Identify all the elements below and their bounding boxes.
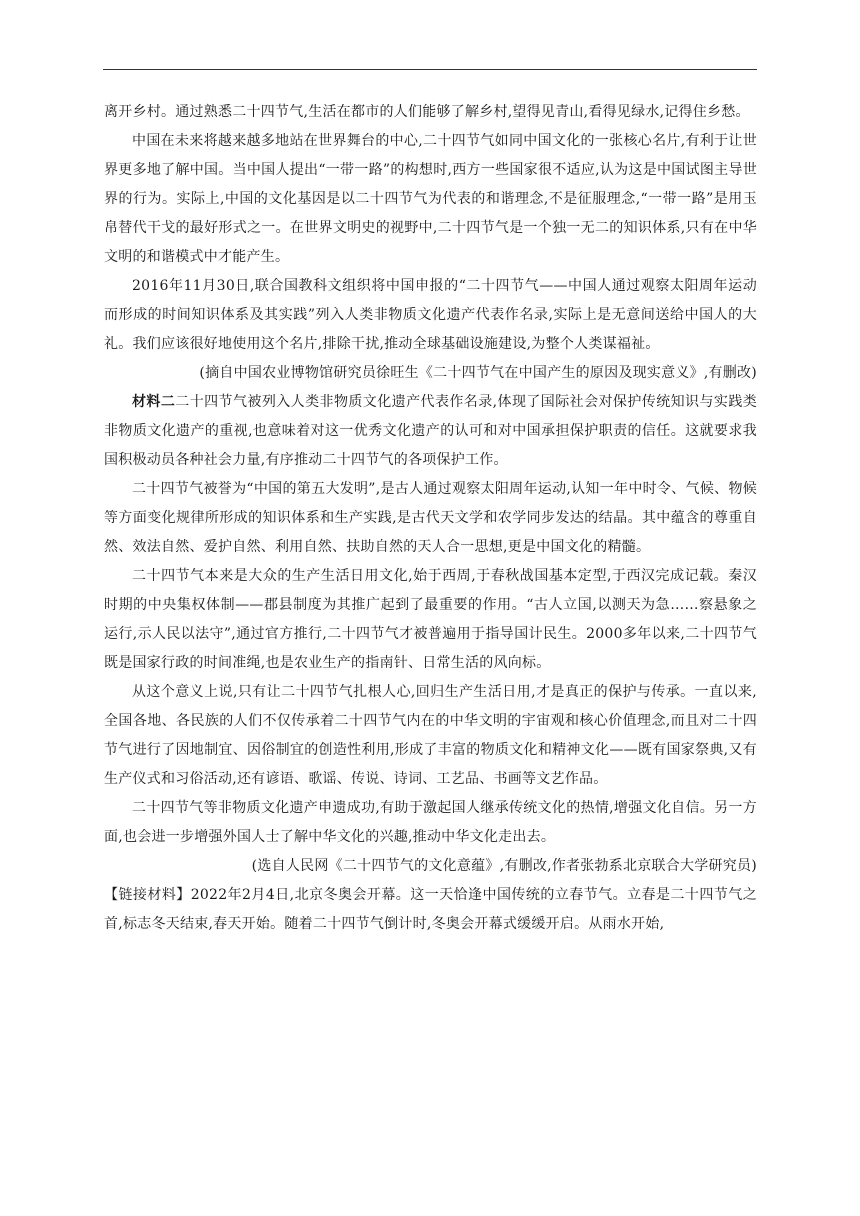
- material-two-intro: [104, 388, 757, 475]
- paragraph-world-stage: 中国在未来将越来越多地站在世界舞台的中心,二十四节气如同中国文化的一张核心名片,有利于让世界更多地了解中国。当中国人提出“一带一路”的构想时,西方一些国家很不适应,认为这是中国试图主导世界的行为。实际上,中国的文化基因是以二十四节气为代表的和谐理念,不是征服理念,“一带一路”是用玉帛替代干戈的最好形式之一。在世界文明史的视野中,二十四节气是一个独一无二的知识体系,只有在中华文明的和谐模式中才能产生。: [104, 133, 757, 265]
- paragraph-continuation: 离开乡村。通过熟悉二十四节气,生活在都市的人们能够了解乡村,望得见青山,看得见绿水,记得住乡愁。: [104, 104, 750, 120]
- material-two-label: 材料二: [132, 394, 176, 410]
- paragraph-history: 二十四节气本来是大众的生产生活日用文化,始于西周,于春秋战国基本定型,于西汉完成记载。秦汉时期的中央集权体制——郡县制度为其推广起到了最重要的作用。“古人立国,以测天为急……察悬象之运行,示人民以法守”,通过官方推行,二十四节气才被普遍用于指导国计民生。2000多年以来,二十四节气既是国家行政的时间准绳,也是农业生产的指南针、日常生活的风向标。: [104, 568, 757, 671]
- material-two-text: 二十四节气被列入人类非物质文化遗产代表作名录,体现了国际社会对保护传统知识与实践类非物质文化遗产的重视,也意味着对这一优秀文化遗产的认可和对中国承担保护职责的信任。这就要求我国积极动员各种社会力量,有序推动二十四节气的各项保护工作。: [104, 394, 757, 468]
- source-citation-2: (选自人民网《二十四节气的文化意蕴》,有删改,作者张勃系北京联合大学研究员): [251, 858, 757, 874]
- source-citation-1: (摘自中国农业博物馆研究员徐旺生《二十四节气在中国产生的原因及现实意义》,有删改): [199, 365, 757, 381]
- article-body: [104, 98, 757, 939]
- header-rule: [103, 69, 757, 70]
- paragraph-fifth-invention: 二十四节气被誉为“中国的第五大发明”,是古人通过观察太阳周年运动,认知一年中时令、气候、物候等方面变化规律所形成的知识体系和生产实践,是古代天文学和农学同步发达的结晶。其中蕴含的尊重自然、效法自然、爱护自然、利用自然、扶助自然的天人合一思想,更是中国文化的精髓。: [104, 481, 757, 555]
- paragraph-inheritance: 从这个意义上说,只有让二十四节气扎根人心,回归生产生活日用,才是真正的保护与传承。一直以来,全国各地、各民族的人们不仅传承着二十四节气内在的中华文明的宇宙观和核心价值理念,而且对二十四节气进行了因地制宜、因俗制宜的创造性利用,形成了丰富的物质文化和精神文化——既有国家祭典,又有生产仪式和习俗活动,还有谚语、歌谣、传说、诗词、工艺品、书画等文艺作品。: [104, 684, 757, 787]
- paragraph-unesco: 2016年11月30日,联合国教科文组织将中国申报的“二十四节气——中国人通过观察太阳周年运动而形成的时间知识体系及其实践”列入人类非物质文化遗产代表作名录,实际上是无意间送给中国人的大礼。我们应该很好地使用这个名片,排除干扰,推动全球基础设施建设,为整个人类谋福祉。: [104, 278, 757, 352]
- link-material: 【链接材料】2022年2月4日,北京冬奥会开幕。这一天恰逢中国传统的立春节气。立春是二十四节气之首,标志冬天结束,春天开始。随着二十四节气倒计时,冬奥会开幕式缓缓开启。从雨水开始,: [104, 887, 757, 932]
- paragraph-confidence: 二十四节气等非物质文化遗产申遗成功,有助于激起国人继承传统文化的热情,增强文化自信。另一方面,也会进一步增强外国人士了解中华文化的兴趣,推动中华文化走出去。: [104, 800, 757, 845]
